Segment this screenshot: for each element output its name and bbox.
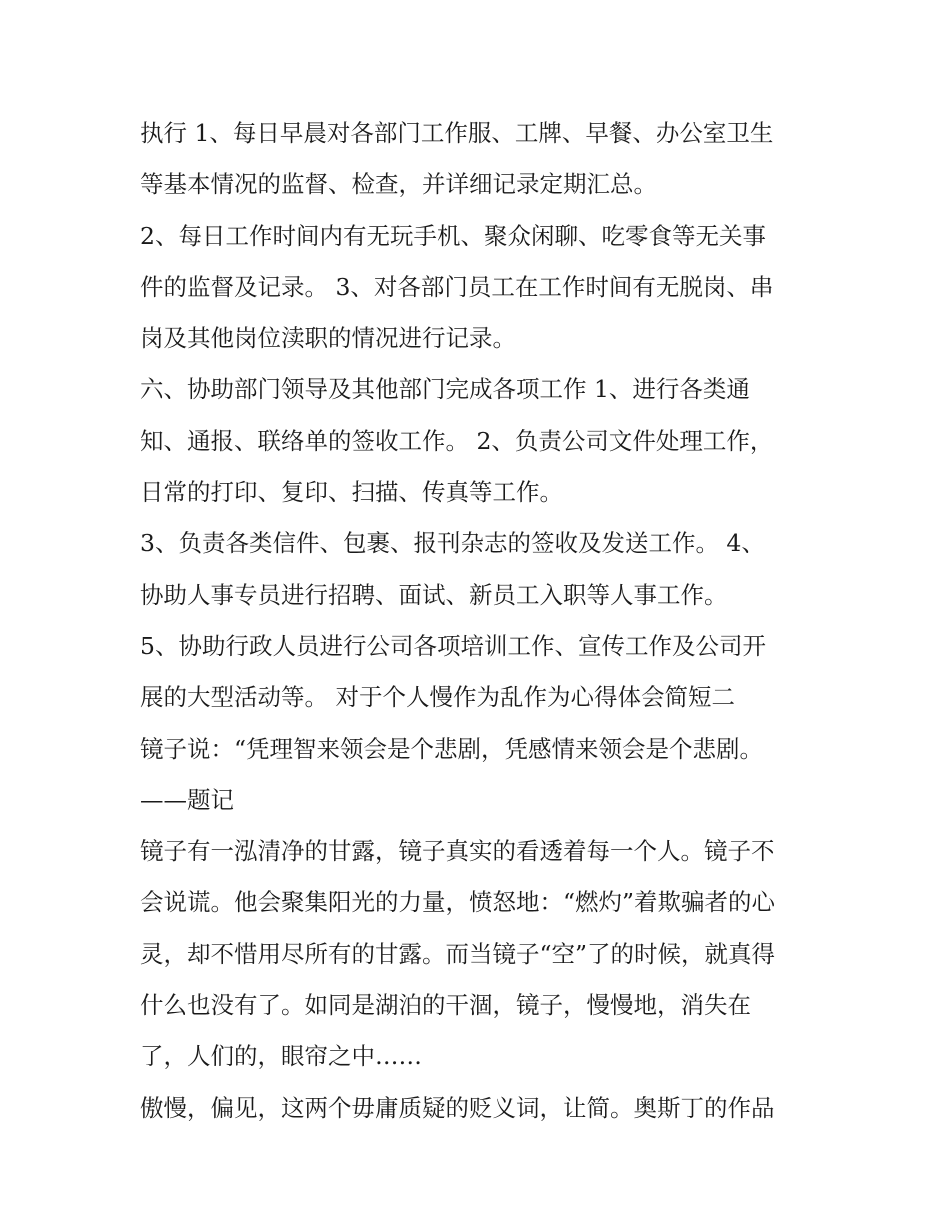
text-line: 3、负责各类信件、包裹、报刊杂志的签收及发送工作。 4、 xyxy=(140,529,765,558)
text-line: 知、通报、联络单的签收工作。 2、负责公司文件处理工作， xyxy=(140,426,774,455)
text-line: 了，人们的，眼帘之中…… xyxy=(140,1042,422,1071)
text-line: 傲慢，偏见，这两个毋庸质疑的贬义词，让简。奥斯丁的作品 xyxy=(140,1093,775,1122)
text-line: 执行 1、每日早晨对各部门工作服、工牌、早餐、办公室卫生 xyxy=(140,119,774,147)
text-line: 日常的打印、复印、扫描、传真等工作。 xyxy=(140,478,563,507)
text-line: ——题记 xyxy=(140,785,234,814)
text-line: 六、协助部门领导及其他部门完成各项工作 1、进行各类通 xyxy=(140,375,750,404)
text-line: 协助人事专员进行招聘、面试、新员工入职等人事工作。 xyxy=(140,580,728,609)
text-line: 件的监督及记录。 3、对各部门员工在工作时间有无脱岗、串 xyxy=(140,272,774,301)
text-line: 岗及其他岗位渎职的情况进行记录。 xyxy=(140,324,516,353)
document-body xyxy=(140,108,820,1134)
text-line: 镜子说：“凭理智来领会是个悲剧，凭感情来领会是个悲剧。 xyxy=(140,734,764,763)
text-line: 会说谎。他会聚集阳光的力量，愤怒地：“燃灼”着欺骗者的心 xyxy=(140,888,776,917)
text-line: 什么也没有了。如同是湖泊的干涸，镜子，慢慢地，消失在 xyxy=(140,991,751,1020)
text-line: 5、协助行政人员进行公司各项培训工作、宣传工作及公司开 xyxy=(140,631,766,660)
text-line: 灵，却不惜用尽所有的甘露。而当镜子“空”了的时候，就真得 xyxy=(140,939,776,968)
text-line: 镜子有一泓清净的甘露，镜子真实的看透着每一个人。镜子不 xyxy=(140,837,775,866)
text-line: 等基本情况的监督、检查，并详细记录定期汇总。 xyxy=(140,170,657,199)
text-line: 2、每日工作时间内有无玩手机、聚众闲聊、吃零食等无关事 xyxy=(140,221,766,250)
text-line: 展的大型活动等。 对于个人慢作为乱作为心得体会简短二 xyxy=(140,683,735,712)
